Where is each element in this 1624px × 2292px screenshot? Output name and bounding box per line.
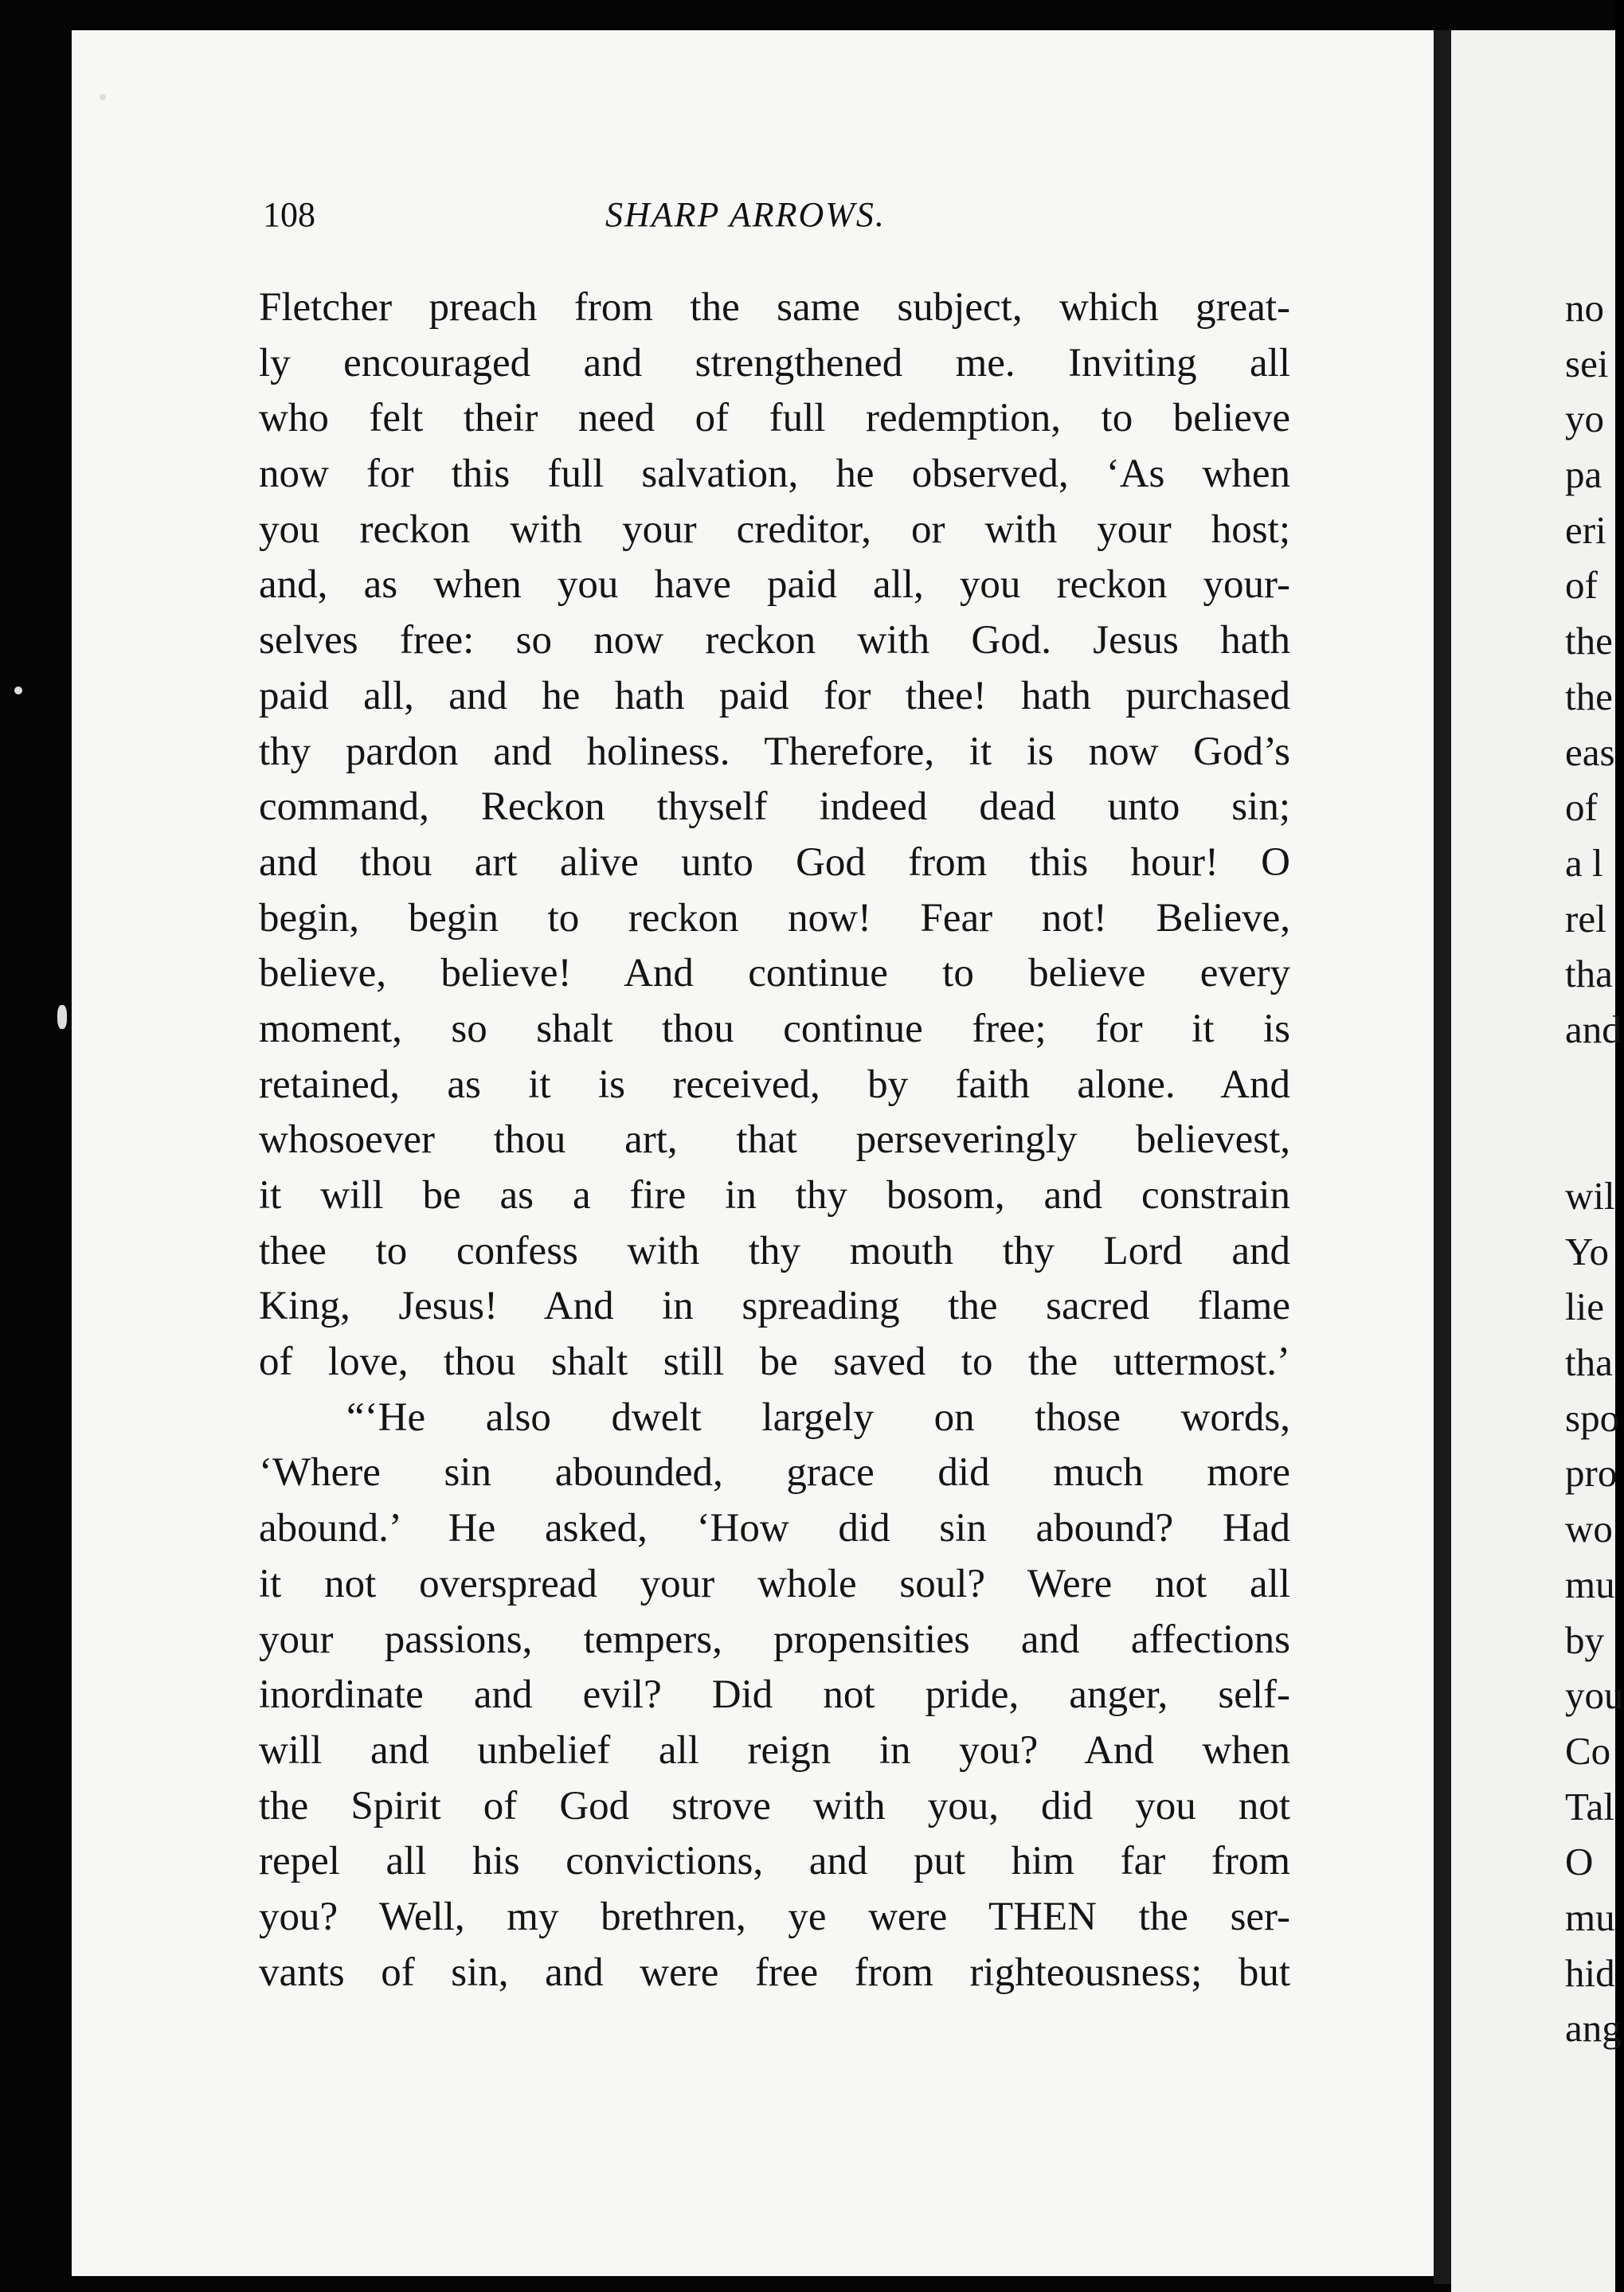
book-gutter [1434,30,1451,2284]
body-text [259,280,1290,2001]
text-line: now for this full salvation, he observed, ‘As when [259,452,1290,497]
right-page-fragment: mu [1565,1562,1615,1606]
right-page-fragment: wil [1565,1174,1615,1218]
dust-speck [100,94,106,100]
right-page-fragment: of [1565,563,1598,608]
text-line: and thou art alive unto God from this hour! O [259,839,1290,885]
right-page-fragment: spo [1565,1395,1620,1440]
text-line: you reckon with your creditor, or with your host; [259,507,1290,552]
text-line: it will be as a fire in thy bosom, and constrain [259,1173,1290,1218]
text-line: abound.’ He asked, ‘How did sin abound? Had [259,1506,1290,1551]
right-page-fragment: rel [1565,896,1606,941]
right-page-fragment: wo [1565,1507,1613,1551]
right-page-fragment: and [1565,1007,1622,1051]
right-page-fragment: the [1565,619,1613,663]
right-page-fragment: pro [1565,1451,1618,1496]
text-line: thy pardon and holiness. Therefore, it is now God’s [259,729,1290,774]
right-page-fragment: sei [1565,341,1609,385]
right-page-fragment: you [1565,1673,1624,1718]
text-line: begin, begin to reckon now! Fear not! Believe, [259,895,1290,941]
right-page-fragment: eri [1565,507,1606,552]
dust-speck [57,1005,67,1029]
right-page-fragment: Co [1565,1728,1611,1773]
right-page-fragment: the [1565,674,1613,718]
right-page-fragment: pa [1565,452,1602,497]
text-line: “‘He also dwelt largely on those words, [346,1394,1290,1440]
text-line: thee to confess with thy mouth thy Lord and [259,1228,1290,1273]
right-page-fragment: a l [1565,840,1603,885]
text-line: vants of sin, and were free from righteousness; but [259,1950,1290,1995]
dust-speck [14,686,22,694]
text-line: King, Jesus! And in spreading the sacred flame [259,1284,1290,1329]
right-page-fragment: hid [1565,1950,1615,1995]
right-page-fragment: no [1565,286,1604,330]
text-line: selves free: so now reckon with God. Jesus hath [259,618,1290,663]
right-page-fragment: by [1565,1617,1604,1662]
text-line: repel all his convictions, and put him far from [259,1839,1290,1884]
right-page-fragment: lie [1565,1285,1604,1329]
right-page-fragment: yo [1565,397,1604,441]
text-line: command, Reckon thyself indeed dead unto sin; [259,784,1290,830]
right-page-fragment: ang [1565,2006,1622,2051]
right-page-fragment: tha [1565,952,1613,996]
text-line: believe, believe! And continue to believe every [259,951,1290,996]
text-line: will and unbelief all reign in you? And when [259,1727,1290,1773]
text-line: Fletcher preach from the same subject, which great- [259,285,1290,330]
text-line: ly encouraged and strengthened me. Inviting all [259,340,1290,385]
right-page-fragment: eas [1565,729,1615,774]
text-line: it not overspread your whole soul? Were not all [259,1561,1290,1606]
text-line: your passions, tempers, propensities and affections [259,1617,1290,1662]
text-line: paid all, and he hath paid for thee! hath purchased [259,673,1290,718]
text-line: retained, as it is received, by faith alone. And [259,1062,1290,1107]
right-page-fragment: tha [1565,1340,1613,1385]
text-line: whosoever thou art, that perseveringly believest, [259,1117,1290,1163]
page-number: 108 [263,195,315,234]
text-line: inordinate and evil? Did not pride, anger, self- [259,1672,1290,1718]
running-head: SHARP ARROWS. [605,195,886,234]
text-line: the Spirit of God strove with you, did you not [259,1783,1290,1829]
right-page-fragment: O [1565,1840,1594,1884]
text-line: moment, so shalt thou continue free; for it is [259,1006,1290,1051]
text-line: ‘Where sin abounded, grace did much more [259,1450,1290,1496]
text-line: and, as when you have paid all, you reckon your- [259,562,1290,608]
right-page-fragment: of [1565,785,1598,830]
right-page-fragments [1565,280,1624,2056]
text-line: who felt their need of full redemption, to believe [259,396,1290,441]
text-line: of love, thou shalt still be saved to the uttermost.’ [259,1340,1290,1385]
right-page-fragment: mu [1565,1895,1615,1939]
right-page-fragment: Tal [1565,1784,1614,1829]
right-page-fragment: Yo [1565,1229,1609,1273]
text-line: you? Well, my brethren, ye were THEN the ser- [259,1894,1290,1939]
paragraph-gap [1565,1058,1624,1168]
